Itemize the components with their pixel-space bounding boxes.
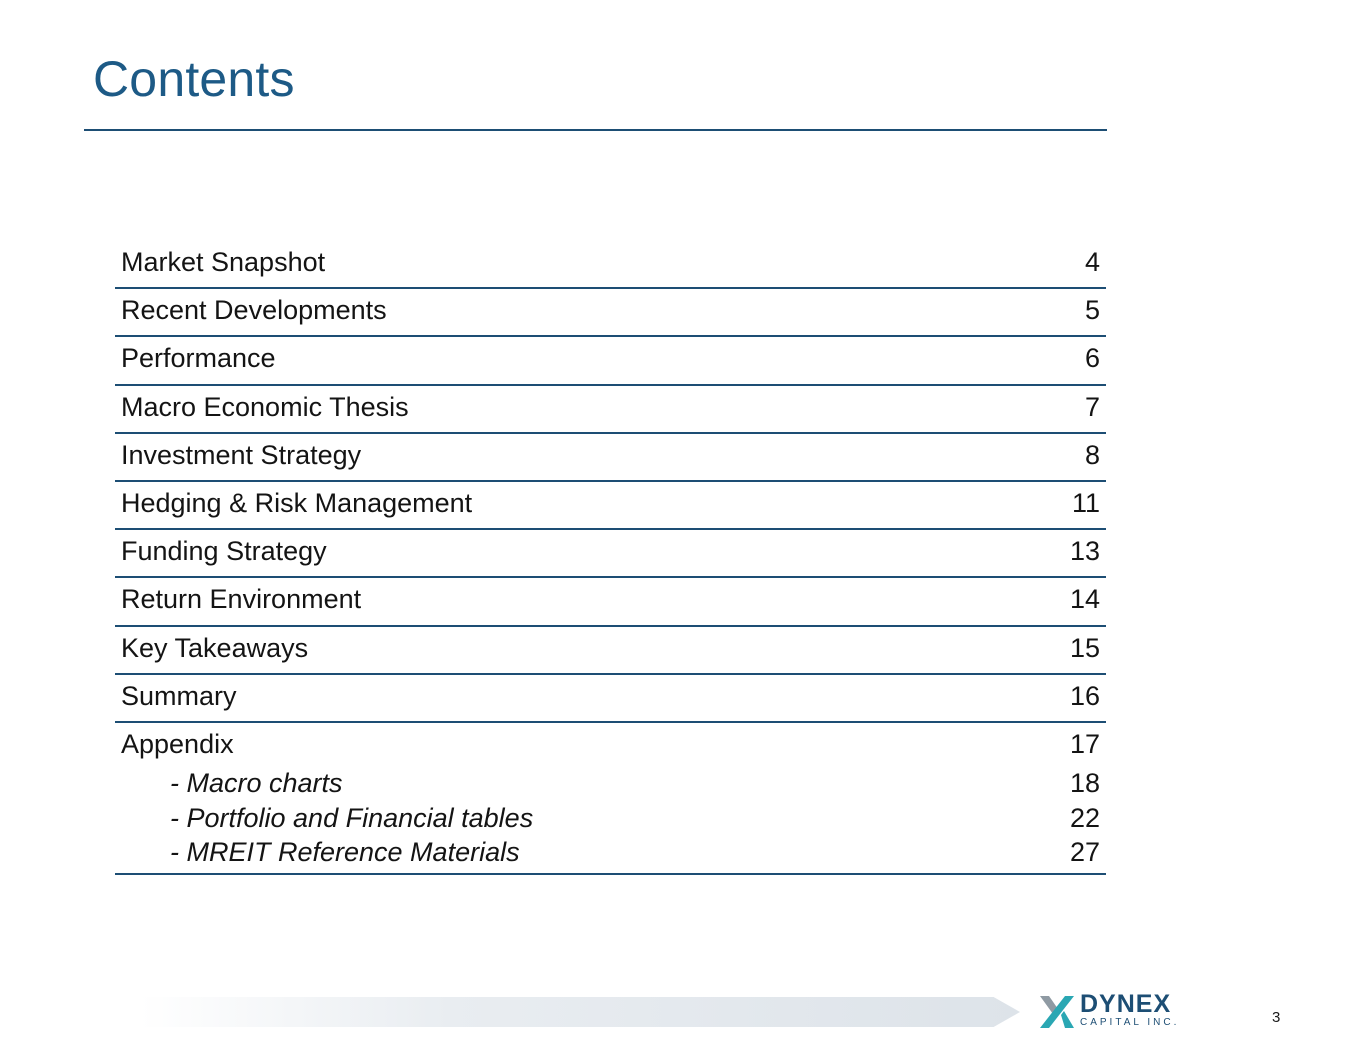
toc-label: Performance [121, 343, 276, 374]
toc-subitem[interactable] [170, 768, 1100, 799]
toc-label: Macro Economic Thesis [121, 391, 409, 422]
toc-row[interactable] [115, 578, 1106, 626]
toc-row[interactable] [115, 530, 1106, 578]
toc-page: 7 [1084, 391, 1100, 422]
toc-row[interactable] [115, 482, 1106, 530]
dynex-mark-icon [1040, 996, 1074, 1028]
toc-label: Key Takeaways [121, 632, 309, 663]
page-title: Contents [93, 51, 295, 107]
page-number: 3 [1272, 1009, 1281, 1026]
toc-label: Return Environment [121, 584, 362, 615]
toc-label: Funding Strategy [121, 536, 327, 567]
toc-row[interactable] [115, 675, 1106, 723]
toc-subitem-page: 22 [1069, 802, 1100, 833]
toc-subitem-page: 18 [1069, 767, 1100, 798]
toc-subitem-label: - Portfolio and Financial tables [170, 802, 534, 833]
toc-row[interactable] [115, 337, 1106, 385]
toc-page: 13 [1069, 536, 1100, 567]
toc-row-appendix[interactable] [115, 723, 1106, 875]
toc-page: 5 [1084, 295, 1100, 326]
toc-page: 6 [1084, 343, 1100, 374]
toc-page: 11 [1071, 487, 1100, 518]
toc-row[interactable] [115, 434, 1106, 482]
toc-label: Summary [121, 680, 237, 711]
toc-row[interactable] [115, 289, 1106, 337]
toc-label: Recent Developments [121, 295, 387, 326]
toc-row[interactable] [115, 627, 1106, 675]
toc-label: Appendix [121, 728, 234, 759]
toc-page: 16 [1069, 680, 1100, 711]
table-of-contents [115, 241, 1106, 875]
toc-row[interactable] [115, 241, 1106, 289]
toc-page: 14 [1069, 584, 1100, 615]
toc-subitem[interactable] [170, 837, 1100, 868]
dynex-logo [1040, 990, 1180, 1030]
toc-page: 8 [1084, 439, 1100, 470]
toc-subitem-label: - MREIT Reference Materials [170, 836, 520, 867]
toc-row[interactable] [115, 386, 1106, 434]
toc-page: 4 [1084, 247, 1100, 277]
toc-label: Market Snapshot [121, 247, 326, 277]
toc-label: Hedging & Risk Management [121, 487, 473, 518]
toc-subitem-page: 27 [1069, 836, 1100, 867]
toc-page: 17 [1069, 728, 1100, 759]
footer-band [140, 997, 1020, 1027]
logo-subtitle: CAPITAL INC. [1080, 1017, 1180, 1028]
toc-label: Investment Strategy [121, 439, 362, 470]
title-divider [84, 129, 1107, 131]
toc-subitem[interactable] [170, 803, 1100, 834]
logo-wordmark: DYNEX [1080, 990, 1172, 1018]
toc-page: 15 [1069, 632, 1100, 663]
toc-subitem-label: - Macro charts [170, 767, 343, 798]
